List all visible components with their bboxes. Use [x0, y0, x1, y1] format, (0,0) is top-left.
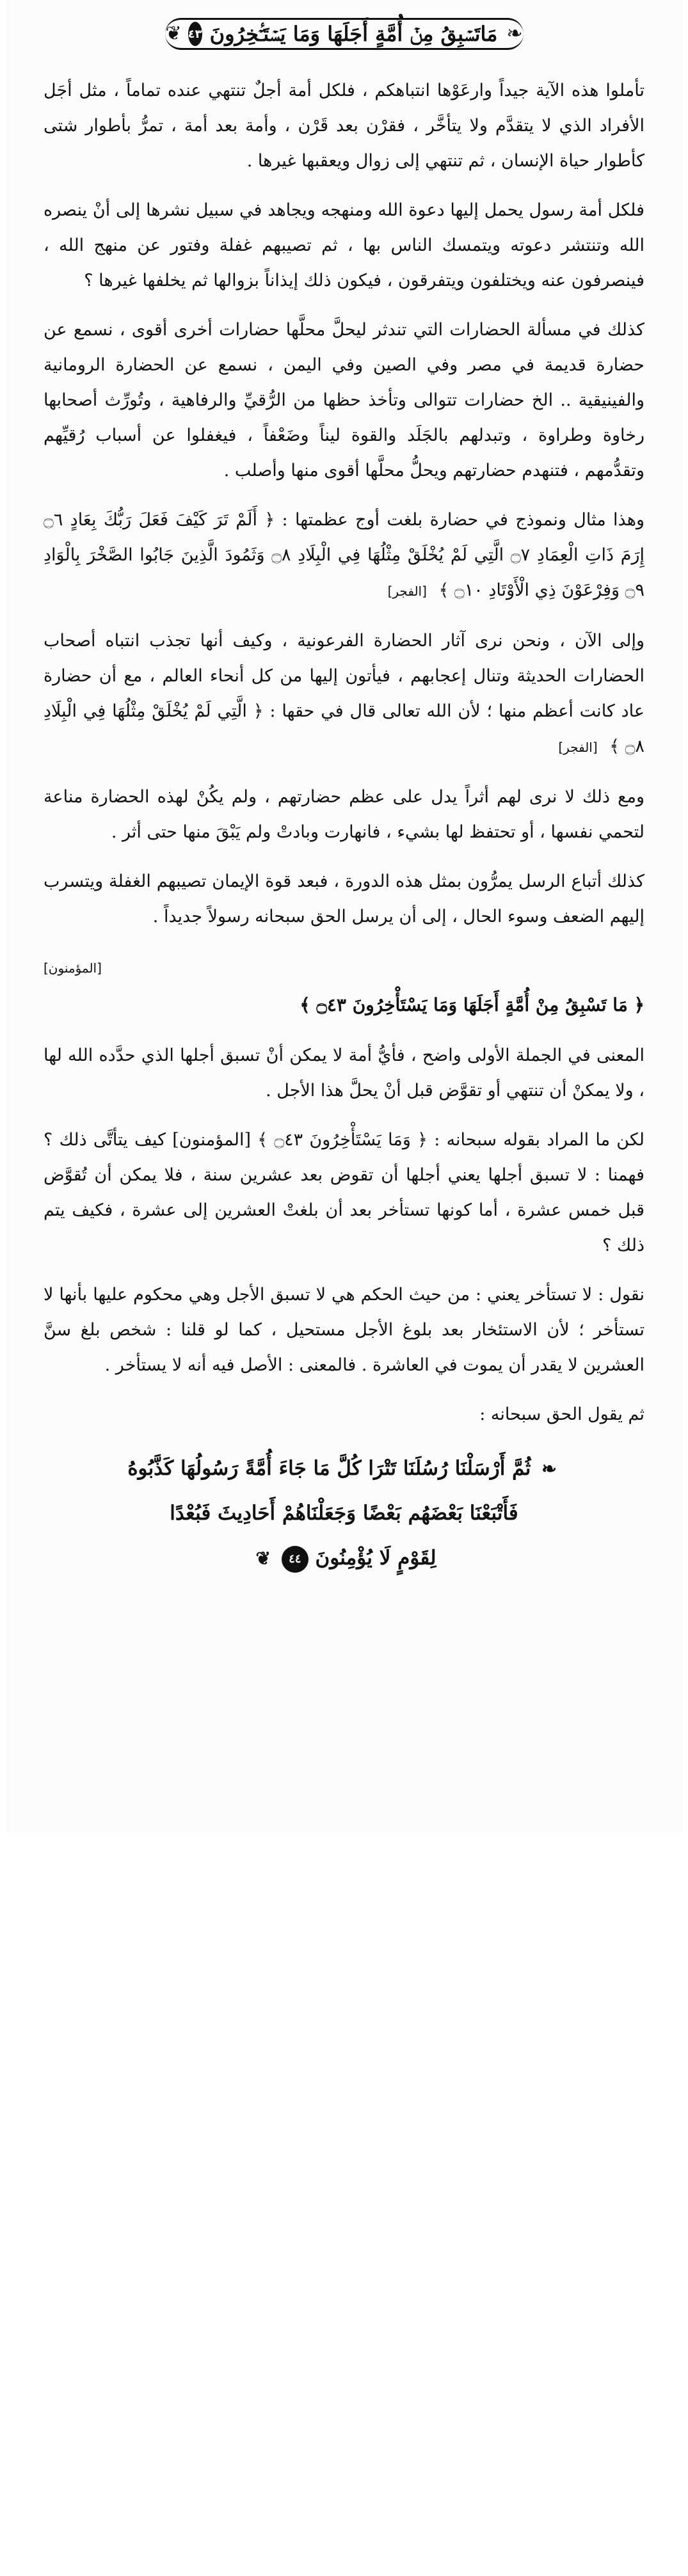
ornament-left-icon: ❦	[165, 22, 182, 45]
paragraph-6: ومع ذلك لا نرى لهم أثراً يدل على عظم حضارتهم ، ولم يكُنْ لهذه الحضارة مناعة لتحمي نفسها ، أو تحتفظ لها بشيء ، فانهارت وبادتْ ولم يَبْقَ منها حتى أثر .	[44, 787, 644, 842]
paragraph-5	[44, 623, 644, 765]
ayah-number-badge: ٤٤	[282, 1546, 308, 1573]
ayah-number-badge: ٤٣	[188, 22, 202, 46]
closing-verse-line-2: فَأَتْبَعْنَا بَعْضَهُم بَعْضًا وَجَعَلْنَاهُمْ أَحَادِيثَ فَبُعْدًا	[170, 1502, 518, 1525]
closing-verse-44	[101, 1446, 588, 1580]
paragraph-7: كذلك أتباع الرسل يمرُّون بمثل هذه الدورة ، فبعد قوة الإيمان تصيبهم الغفلة ويتسرب إليهم الضعف وسوء الحال ، إلى أن يرسل الحق سبحانه رسولاً جديداً .	[44, 871, 644, 926]
surah-reference: [المؤمنون]	[44, 960, 102, 976]
verse-header-title: مَاتَسۡبِقُ مِنۡ أُمَّةٍ أَجَلَهَا وَمَا يَسۡتَـٔۡخِرُونَ	[209, 21, 498, 46]
paragraph-1: تأملوا هذه الآية جيداً وارعَوْها انتباهكم ، فلكل أمة أجلٌ تنتهي عنده تماماً ، مثل أجَل الأفراد الذي لا يتقدَّم ولا يتأخَّر ، فقرْن بعد قَرْن ، وأمة بعد أمة ، تمرُّ بأطوار شتى كأطوار حياة الإنسان ، ثم تنتهي إلى زوال ويعقبها غيرها .	[44, 81, 644, 171]
ornament-right-icon: ❧	[506, 22, 523, 45]
paragraph-10: نقول : لا تستأخر يعني : من حيث الحكم هي لا تسبق الأجل وهي محكوم عليها بأنها لا تستأخر ؛ لأن الاستئخار بعد بلوغ الأجل مستحيل ، كما لو قلنا : شخص بلغ سنَّ العشرين لا يقدر أن يموت في العاشرة . فالمعنى : الأصل فيه أنه لا يستأخر .	[44, 1285, 644, 1375]
book-page	[6, 0, 682, 1833]
paragraph-3: كذلك في مسألة الحضارات التي تندثر ليحلَّ محلَّها حضارات أخرى أقوى ، نسمع عن حضارة قديمة في مصر وفي الصين وفي اليمن ، نسمع عن الحضارة الرومانية والفينيقية .. الخ حضارات تتوالى وتأخذ حظها من الرُّقيِّ والرفاهية ، وتُورِّث أصحابها رخاوة وطراوة ، وتبدلهم بالجَلَد والقوة ليناً وضَعْفاً ، فيغفلوا عن أسباب رُقيِّهم وتقدُّمهم ، فتنهدم حضارتهم ويحلُّ محلَّها أقوى منها وأصلب .	[44, 320, 644, 481]
paragraph-8: المعنى في الجملة الأولى واضح ، فأيُّ أمة لا يمكن أنْ تسبق أجلها الذي حدَّده الله لها ، ولا يمكنْ أن تنتهي أو تقوَّض قبل أنْ يحلَّ هذا الأجل .	[44, 1046, 644, 1101]
closing-verse-line-1-text: ثُمَّ أَرْسَلْنَا رُسُلَنَا تَتْرَا كُلَّ مَا جَاءَ أُمَّةً رَسُولُهَا كَذَّبُوهُ	[127, 1457, 531, 1480]
paragraph-4-text: وهذا مثال ونموذج في حضارة بلغت أوج عظمتها : ﴿ أَلَمْ تَرَ كَيْفَ فَعَلَ رَبُّكَ بِعَادٍ ۝٦ إِرَمَ ذَاتِ الْعِمَادِ ۝٧ الَّتِي لَمْ يُخْلَقْ مِثْلُهَا فِي الْبِلَادِ ۝٨ وَثَمُودَ الَّذِينَ جَابُوا الصَّخْرَ بِالْوَادِ ۝٩ وَفِرْعَوْنَ ذِي الْأَوْتَادِ ۝١٠ ﴾	[44, 510, 645, 600]
verse-header-banner	[165, 14, 524, 54]
paragraph-2: فلكل أمة رسول يحمل إليها دعوة الله ومنهجه ويجاهد في سبيل نشرها إلى أنْ ينصره الله وتنتشر دعوته ويتمسك الناس بها ، ثم تصيبهم غفلة وفتور عن منهج الله ، فينصرفون عنه ويختلفون ويتفرقون ، فيكون ذلك إيذاناً بزوالها ثم يخلفها غيرها ؟	[44, 200, 644, 290]
closing-verse-line-1	[101, 1446, 588, 1491]
ornament-left-icon: ❦	[255, 1548, 271, 1569]
verse-43-text: ﴿ مَا تَسْبِقُ مِنْ أُمَّةٍ أَجَلَهَا وَمَا يَسْتَأْخِرُونَ ۝٤٣ ﴾	[300, 994, 644, 1015]
surah-reference: [الفجر]	[387, 584, 427, 599]
closing-verse-line-3-text: لِقَوْمٍ لَا يُؤْمِنُونَ	[315, 1546, 436, 1570]
verse-43-quote	[44, 948, 644, 1024]
ornament-right-icon: ❧	[541, 1458, 557, 1479]
surah-reference: [الفجر]	[558, 740, 598, 755]
paragraph-5-text: وإلى الآن ، ونحن نرى آثار الحضارة الفرعونية ، وكيف أنها تجذب انتباه أصحاب الحضارات الحديثة وتنال إعجابهم ، فيأتون إليها من كل أنحاء العالم ، مع أن حضارة عاد كانت أعظم منها ؛ لأن الله تعالى قال في حقها : ﴿ الَّتِي لَمْ يُخْلَقْ مِثْلُهَا فِي الْبِلَادِ ۝٨ ﴾	[44, 631, 644, 756]
closing-verse-line-3	[101, 1536, 588, 1580]
paragraph-4	[44, 502, 644, 609]
paragraph-9: لكن ما المراد بقوله سبحانه : ﴿ وَمَا يَسْتَأْخِرُونَ ۝٤٣ ﴾ [المؤمنون] كيف يتأتَّى ذلك ؟ فهمنا : لا تسبق أجلها يعني أجلها أن تقوض بعد عشرين سنة ، فلا يمكن أن تُقوَّض قبل خمس عشرة ، أما كونها تستأخر بعد أن بلغتْ العشرين إلى عشرة ، فكيف يتم ذلك ؟	[44, 1130, 644, 1255]
paragraph-11: ثم يقول الحق سبحانه :	[479, 1404, 644, 1424]
